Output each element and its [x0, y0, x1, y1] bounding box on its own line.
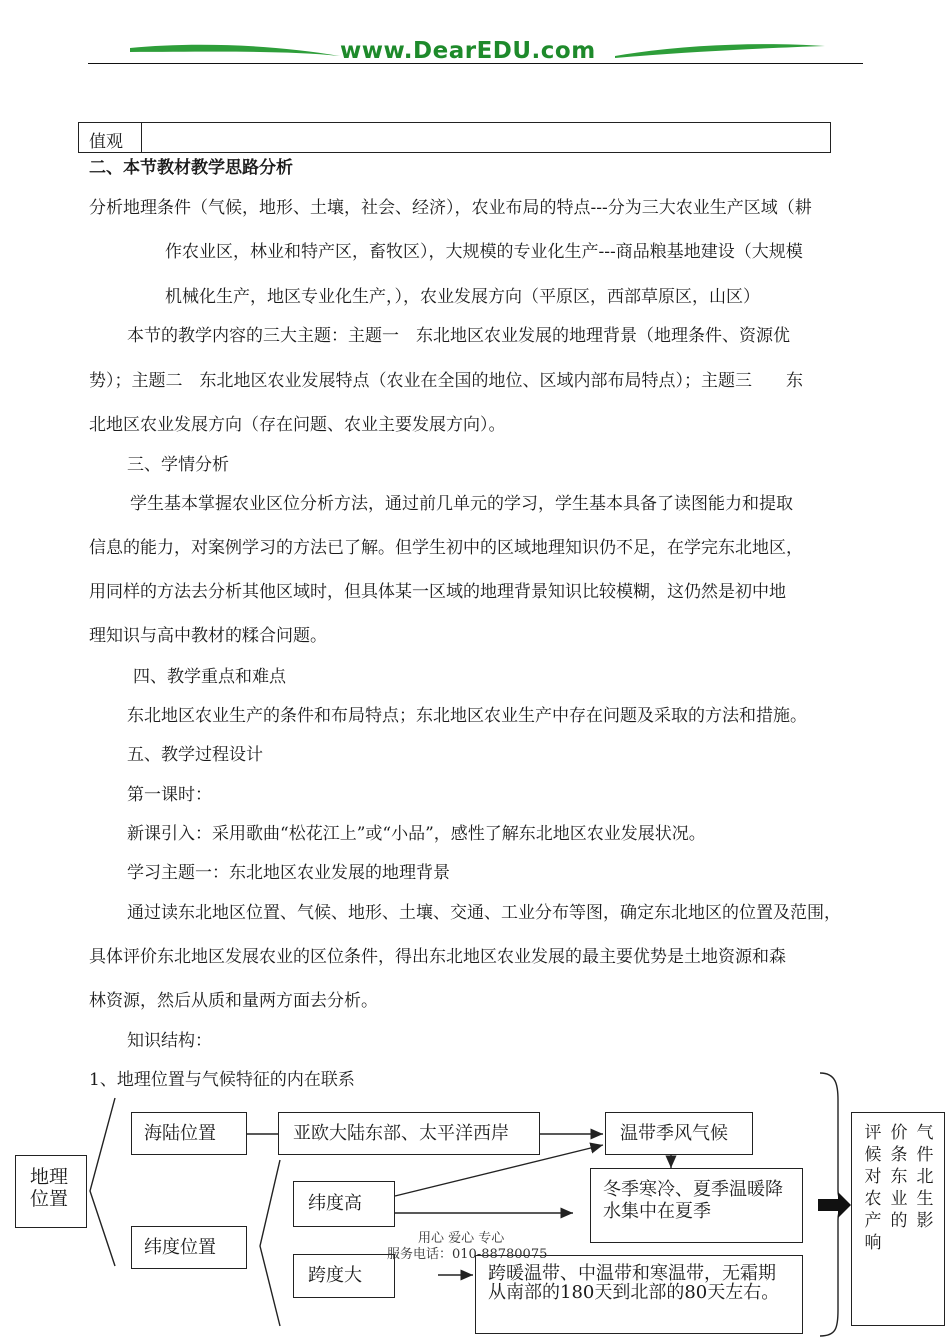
diagram-east-asia-box — [278, 1112, 540, 1155]
footer-phone: 服务电话：010-88780075 — [387, 1247, 548, 1262]
table-cell-label: 值观 — [89, 132, 123, 152]
diagram-monsoon-box — [605, 1112, 753, 1155]
lesson-label: 第一课时： — [127, 785, 212, 805]
diagram-zones-label: 跨暖温带、中温带和寒温带，无霜期从南部的180天到北部的80天左右。 — [488, 1263, 780, 1303]
diagram-latitude-label: 纬度位置 — [144, 1237, 216, 1258]
bracket-root — [90, 1098, 115, 1266]
paragraph-line: 作农业区，林业和特产区，畜牧区），大规模的专业化生产---商品粮基地建设（大规模 — [165, 242, 803, 262]
diagram-high-lat-box — [293, 1181, 395, 1227]
paragraph-line: 北地区农业发展方向（存在问题、农业主要发展方向）。 — [89, 415, 506, 435]
paragraph-line: 理知识与高中教材的糅合问题。 — [89, 626, 327, 646]
paragraph-line: 用同样的方法去分析其他区域时，但具体某一区域的地理背景知识比较模糊，这仍然是初中地 — [89, 582, 786, 602]
section-title-3: 三、学情分析 — [127, 455, 229, 475]
thick-arrow — [818, 1192, 851, 1218]
topic-label: 学习主题一：东北地区农业发展的地理背景 — [127, 863, 450, 883]
section-title-4: 四、教学重点和难点 — [133, 667, 286, 687]
result-col-1: 评候对农产响 — [864, 1123, 882, 1253]
paragraph-line: 本节的教学内容的三大主题：主题一 东北地区农业发展的地理背景（地理条件、资源优 — [127, 326, 790, 346]
diagram-span-box — [293, 1254, 395, 1298]
paragraph-line: 信息的能力，对案例学习的方法已了解。但学生初中的区域地理知识仍不足，在学完东北地区， — [89, 538, 803, 558]
diagram-east-asia-label: 亚欧大陆东部、太平洋西岸 — [293, 1123, 509, 1144]
diagram-latitude-box — [131, 1226, 247, 1269]
paragraph-line: 机械化生产，地区专业化生产，），农业发展方向（平原区，西部草原区，山区） — [165, 287, 760, 307]
paragraph-line: 具体评价东北地区发展农业的区位条件，得出东北地区农业发展的最主要优势是土地资源和森 — [89, 947, 786, 967]
section-title-5: 五、教学过程设计 — [127, 745, 263, 765]
list-item: 1、地理位置与气候特征的内在联系 — [89, 1070, 355, 1090]
diagram-sea-land-box — [131, 1112, 247, 1155]
diagram-high-lat-label: 纬度高 — [308, 1193, 362, 1214]
knowledge-label: 知识结构： — [127, 1031, 212, 1051]
site-logo[interactable]: www.DearEDU.com — [340, 38, 596, 64]
diagram-root-box — [15, 1155, 87, 1228]
paragraph-line: 通过读东北地区位置、气候、地形、土壤、交通、工业分布等图，确定东北地区的位置及范围， — [127, 903, 841, 923]
result-col-3: 气件北生影 — [916, 1123, 934, 1231]
paragraph-line: 新课引入：采用歌曲“松花江上”或“小品”，感性了解东北地区农业发展状况。 — [127, 824, 706, 844]
result-col-2: 价条东业的 — [890, 1123, 908, 1231]
paragraph-line: 学生基本掌握农业区位分析方法，通过前几单元的学习，学生基本具备了读图能力和提取 — [130, 494, 793, 514]
diagram-monsoon-label: 温带季风气候 — [620, 1123, 728, 1144]
diagram-span-label: 跨度大 — [308, 1265, 362, 1286]
paragraph-line: 东北地区农业生产的条件和布局特点；东北地区农业生产中存在问题及采取的方法和措施。 — [127, 706, 807, 726]
footer-slogan: 用心 爱心 专心 — [418, 1231, 505, 1246]
paragraph-line: 分析地理条件（气候，地形、土壤，社会、经济），农业布局的特点---分为三大农业生产区域（耕 — [89, 198, 812, 218]
diagram-sea-land-label: 海陆位置 — [144, 1123, 216, 1144]
section-title-2: 二、本节教材教学思路分析 — [89, 158, 293, 178]
diagram-root-label: 地理位置 — [30, 1166, 69, 1210]
diagram-climate-desc-box — [590, 1168, 803, 1243]
diagram-climate-desc-label: 冬季寒冷、夏季温暖降水集中在夏季 — [603, 1179, 783, 1222]
bracket-latitude — [260, 1160, 280, 1326]
paragraph-line: 林资源，然后从质和量两方面去分析。 — [89, 991, 378, 1011]
diagram-zones-box — [475, 1255, 803, 1334]
paragraph-line: 势）；主题二 东北地区农业发展特点（农业在全国的地位、区域内部布局特点）；主题三 东 — [89, 371, 803, 391]
